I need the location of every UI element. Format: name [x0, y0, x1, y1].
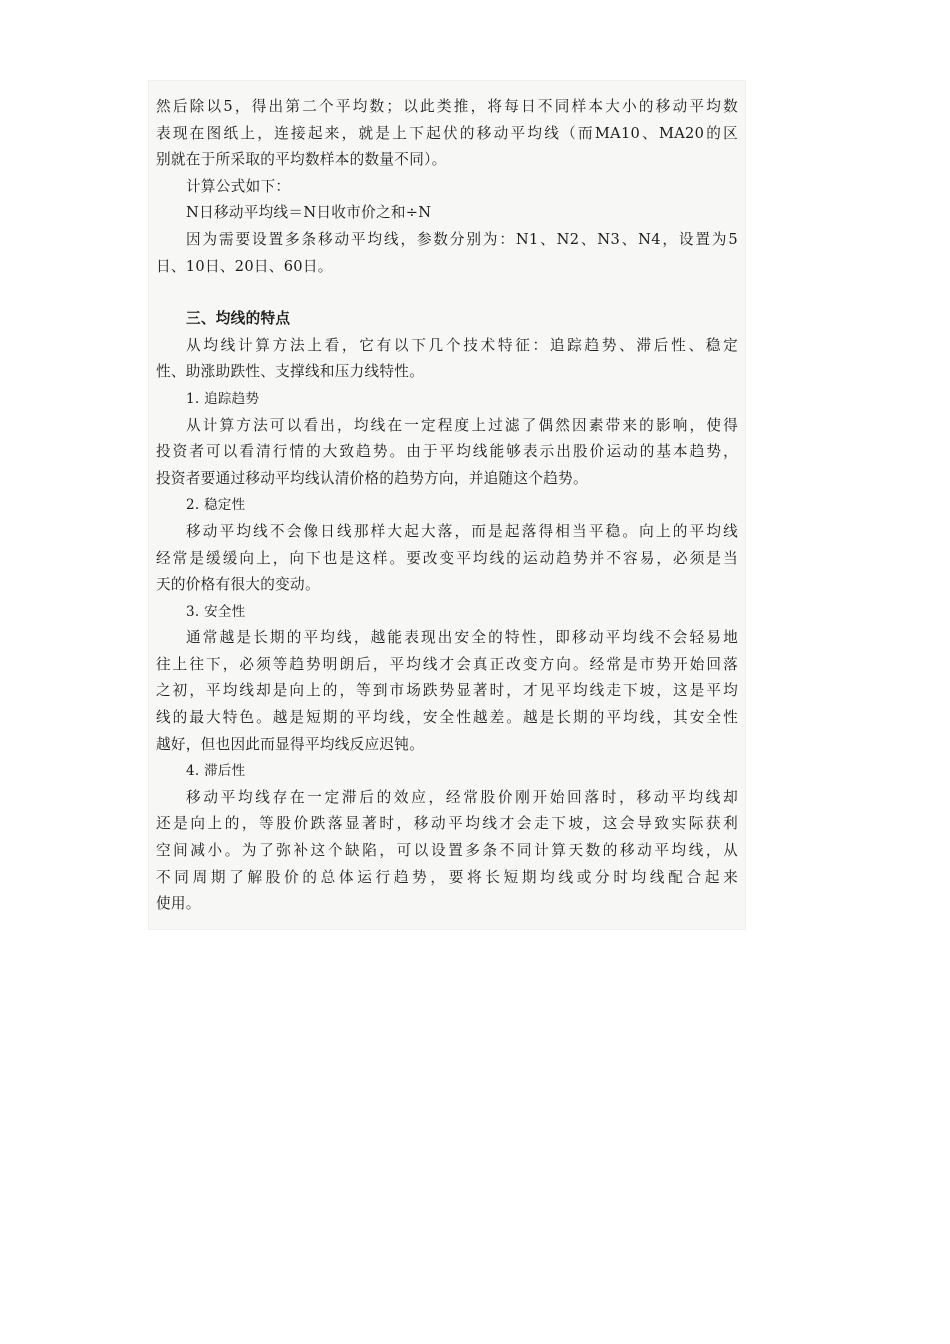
paragraph-line: 越好，但也因此而显得平均线反应迟钝。 — [156, 735, 425, 753]
paragraph-line: 线的最大特色。越是短期的平均线，安全性越差。越是长期的平均线，其安全性 — [156, 709, 738, 727]
paragraph-line: 从计算方法可以看出，均线在一定程度上过滤了偶然因素带来的影响，使得 — [186, 416, 738, 434]
formula: N日移动平均线＝N日收市价之和÷N — [186, 204, 432, 222]
paragraph-line: 不同周期了解股价的总体运行趋势，要将长短期均线或分时均线配合起来 — [156, 868, 738, 886]
subsection-heading: 3. 安全性 — [186, 603, 246, 620]
paragraph-line: 投资者可以看清行情的大致趋势。由于平均线能够表示出股价运动的基本趋势， — [156, 443, 738, 461]
paragraph-line: 还是向上的，等股价跌落显著时，移动平均线才会走下坡，这会导致实际获利 — [156, 815, 738, 833]
subsection-heading: 2. 稳定性 — [186, 497, 246, 514]
paragraph-line: 往上往下，必须等趋势明朗后，平均线才会真正改变方向。经常是市势开始回落 — [156, 655, 738, 673]
paragraph-line: 投资者要通过移动平均线认清价格的趋势方向，并追随这个趋势。 — [156, 469, 588, 487]
paragraph-line: 之初，平均线却是向上的，等到市场跌势显著时，才见平均线走下坡，这是平均 — [156, 682, 738, 700]
paragraph-line: 通常越是长期的平均线，越能表现出安全的特性，即移动平均线不会轻易地 — [186, 629, 738, 647]
paragraph-line: 空间减小。为了弥补这个缺陷，可以设置多条不同计算天数的移动平均线，从 — [156, 842, 738, 860]
paragraph-line: 经常是缓缓向上，向下也是这样。要改变平均线的运动趋势并不容易，必须是当 — [156, 549, 738, 567]
paragraph-line: 使用。 — [156, 895, 201, 913]
section-heading: 三、均线的特点 — [186, 310, 291, 328]
subsection-heading: 1. 追踪趋势 — [186, 390, 260, 407]
spacer — [156, 280, 738, 306]
paragraph-line: 从均线计算方法上看，它有以下几个技术特征：追踪趋势、滞后性、稳定 — [186, 336, 738, 354]
paragraph-line: 日、10日、20日、60日。 — [156, 257, 333, 275]
paragraph-line: 移动平均线不会像日线那样大起大落，而是起落得相当平稳。向上的平均线 — [186, 522, 738, 540]
paragraph-line: 然后除以5，得出第二个平均数；以此类推，将每日不同样本大小的移动平均数 — [156, 98, 738, 115]
paragraph-line: 因为需要设置多条移动平均线，参数分别为：N1、N2、N3、N4，设置为5 — [186, 230, 738, 248]
paragraph-line: 天的价格有很大的变动。 — [156, 576, 320, 594]
paragraph-line: 表现在图纸上，连接起来，就是上下起伏的移动平均线（而MA10、MA20的区 — [156, 124, 738, 142]
paragraph-line: 移动平均线存在一定滞后的效应，经常股价刚开始回落时，移动平均线却 — [186, 788, 738, 806]
paragraph-line: 性、助涨助跌性、支撑线和压力线特性。 — [156, 363, 425, 381]
formula-intro: 计算公式如下： — [186, 177, 291, 195]
subsection-heading: 4. 滞后性 — [186, 763, 246, 780]
paragraph-line: 别就在于所采取的平均数样本的数量不同）。 — [156, 151, 447, 169]
document-body — [156, 94, 738, 918]
